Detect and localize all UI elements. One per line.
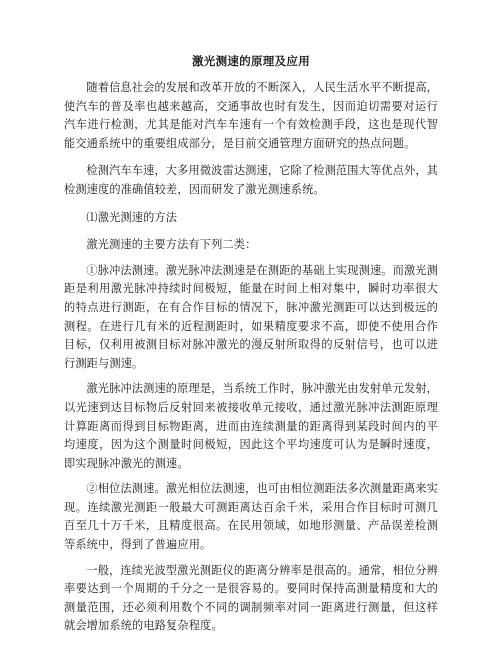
- paragraph-radar: 检测汽车车速，大多用微波雷达测速，它除了检测范围大等优点外，其检测速度的准确值较差，因而研发了激光测速系统。: [64, 164, 438, 196]
- paragraph-continuous-wave: 一般，连续光波型激光测距仪的距离分辨率是很高的。通常，相位分辨率要达到一个周期的千分之一是很容易的。要同时保持高测量精度和大的测量范围，还必须利用数个不同的调制频率对同一距离进行测量，但这样就会增加系统的电路复杂程度。: [64, 563, 438, 633]
- paragraph-intro: 随着信息社会的发展和改革开放的不断深入，人民生活水平不断提高，使汽车的普及率也越来越高，交通事故也时有发生，因而迫切需要对运行汽车进行检测，尤其是能对汽车车速有一个有效检测手段，这也是现代智能交通系统中的重要组成部分，是目前交通管理方面研究的热点问题。: [64, 81, 438, 150]
- document-page: [64, 52, 438, 643]
- paragraph-methods-intro: 激光测速的主要方法有下列二类：: [86, 238, 257, 252]
- document-title: 激光测速的原理及应用: [192, 54, 310, 68]
- paragraph-pulse-method: ①脉冲法测速。激光脉冲法测速是在测距的基础上实现测速。而激光测距是利用激光脉冲持续时间极短，能量在时间上相对集中，瞬时功率很大的特点进行测距，在有合作目标的情况下，脉冲激光测距可以达到极远的测程。在进行几有米的近程测距时，如果精度要求不高，即使不使用合作目标，仅利用被测目标对脉冲激光的漫反射所取得的反射信号，也可以进行测距与测速。: [64, 263, 438, 370]
- paragraph-pulse-principle: 激光脉冲法测速的原理是，当系统工作时，脉冲激光由发射单元发射，以光速到达目标物后反射回来被接收单元接收，通过激光脉冲法测距原理计算距离而得到目标物距离，进而由连续测量的距离得到某段时间内的平均速度，因为这个测量时间极短，因此这个平均速度可认为是瞬时速度，即实现脉冲激光的测速。: [64, 382, 438, 470]
- paragraph-phase-method: ②相位法测速。激光相位法测速，也可由相位测距法多次测量距离来实现。连续激光测距一般最大可测距离达百余千米，采用合作目标时可测几百至几十万千米，且精度很高。在民用领域，如地形测量、产品误差检测等系统中，得到了普遍应用。: [64, 482, 438, 552]
- section-heading-methods: ⑴激光测速的方法: [86, 210, 178, 224]
